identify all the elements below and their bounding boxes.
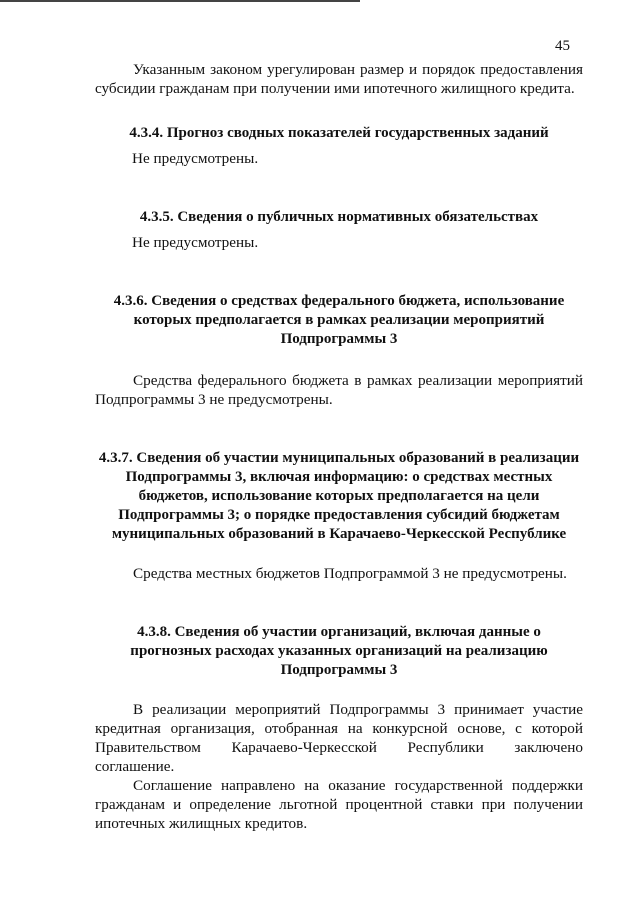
section-4-3-6-text: Средства федерального бюджета в рамках реализации мероприятий Подпрограммы 3 не предусмотрены.	[95, 372, 583, 408]
section-4-3-7-heading: 4.3.7. Сведения об участии муниципальных образований в реализации Подпрограммы 3, включая информацию: о средствах местных бюджетов, использование которых предполагается на цели Подпрограммы 3; о порядке предоставления субсидий бюджетам муниципальных образований в Карачаево-Черкесской Республике	[98, 450, 580, 542]
page-number: 45	[555, 38, 570, 54]
section-4-3-5-text: Не предусмотрены.	[132, 234, 259, 251]
page-content	[95, 60, 583, 833]
section-4-3-8-paragraph-2: Соглашение направлено на оказание государственной поддержки гражданам и определение льготной процентной ставки при получении ипотечных жилищных кредитов.	[95, 777, 583, 832]
top-rule	[0, 0, 360, 2]
section-4-3-5-heading: 4.3.5. Сведения о публичных нормативных обязательствах	[139, 209, 539, 225]
section-4-3-8-heading: 4.3.8. Сведения об участии организаций, включая данные о прогнозных расходах указанных организаций на реализацию Подпрограммы 3	[130, 624, 548, 678]
section-4-3-8-paragraph-1: В реализации мероприятий Подпрограммы 3 принимает участие кредитная организация, отобранная на конкурсной основе, с которой Правительством Карачаево-Черкесской Республики заключено соглашение.	[95, 701, 583, 775]
section-4-3-7-text: Средства местных бюджетов Подпрограммой 3 не предусмотрены.	[133, 565, 567, 582]
intro-paragraph: Указанным законом урегулирован размер и порядок предоставления субсидии гражданам при получении ими ипотечного жилищного кредита.	[95, 61, 583, 97]
section-4-3-4-text: Не предусмотрены.	[132, 150, 259, 167]
section-4-3-6-heading: 4.3.6. Сведения о средствах федерального бюджета, использование которых предполагается в рамках реализации мероприятий Подпрограммы 3	[113, 293, 565, 347]
section-4-3-4-heading: 4.3.4. Прогноз сводных показателей государственных заданий	[129, 125, 549, 141]
